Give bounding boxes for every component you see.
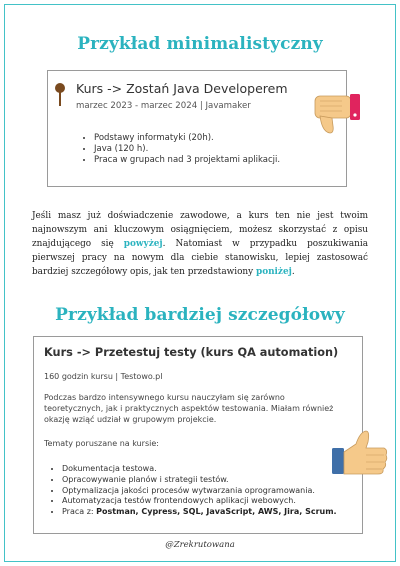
tools-list: Postman, Cypress, SQL, JavaScript, AWS, Jira, Scrum. (96, 507, 337, 517)
list-item: • Podstawy informatyki (20h). (94, 133, 280, 144)
list-item: • Praca w grupach nad 3 projektami aplikacji. (94, 155, 280, 166)
course-title: Kurs -> Zostań Java Developerem (76, 81, 288, 96)
course-title: Kurs -> Przetestuj testy (kurs QA automation) (44, 346, 339, 359)
paragraph-text: Jeśli masz już doświadczenie zawodowe, a kurs ten nie jest twoim najnowszym ani kluczowym osiągnięciem, możesz skorzystać z opisu znajdującego się (32, 211, 368, 249)
tools-prefix: Praca z: (62, 507, 94, 517)
paragraph-text: . Natomiast w przypadku poszukiwania pierwszej pracy na nowym dla ciebie stanowisku, lepiej zastosować bardziej szczegółowy opis, jak ten przedstawiony (32, 239, 368, 277)
course-subtitle: 160 godzin kursu | Testowo.pl (44, 372, 163, 381)
heading-minimal: Przykład minimalistyczny (77, 34, 323, 54)
paragraph-text: . (291, 267, 295, 277)
list-item-tools (62, 507, 337, 518)
list-item: • Dokumentacja testowa. (62, 464, 337, 475)
map-pin-stem (59, 92, 61, 106)
list-item: • Automatyzacja testów frontendowych aplikacji webowych. (62, 496, 337, 507)
list-item: • Opracowywanie planów i strategii testów. (62, 475, 337, 486)
explanation-paragraph (32, 209, 368, 279)
course-description: Podczas bardzo intensywnego kursu nauczyłam się zarówno teoretycznych, jak i praktycznych aspektów testowania. Miałam również okazję wziąć udział w grupowym projekcie. (44, 393, 334, 424)
link-below[interactable]: poniżej (255, 267, 292, 277)
topics-label: Tematy poruszane na kursie: (44, 439, 159, 448)
thumbs-up-icon (330, 428, 390, 478)
course-items-list (80, 133, 280, 166)
card-minimal-example (47, 70, 347, 187)
course-subtitle: marzec 2023 - marzec 2024 | Javamaker (76, 101, 251, 111)
card-detailed-example (33, 336, 363, 534)
list-item: • Java (120 h). (94, 144, 280, 155)
link-above[interactable]: powyżej (123, 239, 163, 249)
thumbs-down-icon (312, 92, 362, 136)
topics-list (48, 464, 337, 518)
author-signature: @Zrekrutowana (165, 540, 235, 550)
list-item: • Optymalizacja jakości procesów wytwarzania oprogramowania. (62, 486, 337, 497)
heading-detailed: Przykład bardziej szczegółowy (55, 305, 345, 325)
